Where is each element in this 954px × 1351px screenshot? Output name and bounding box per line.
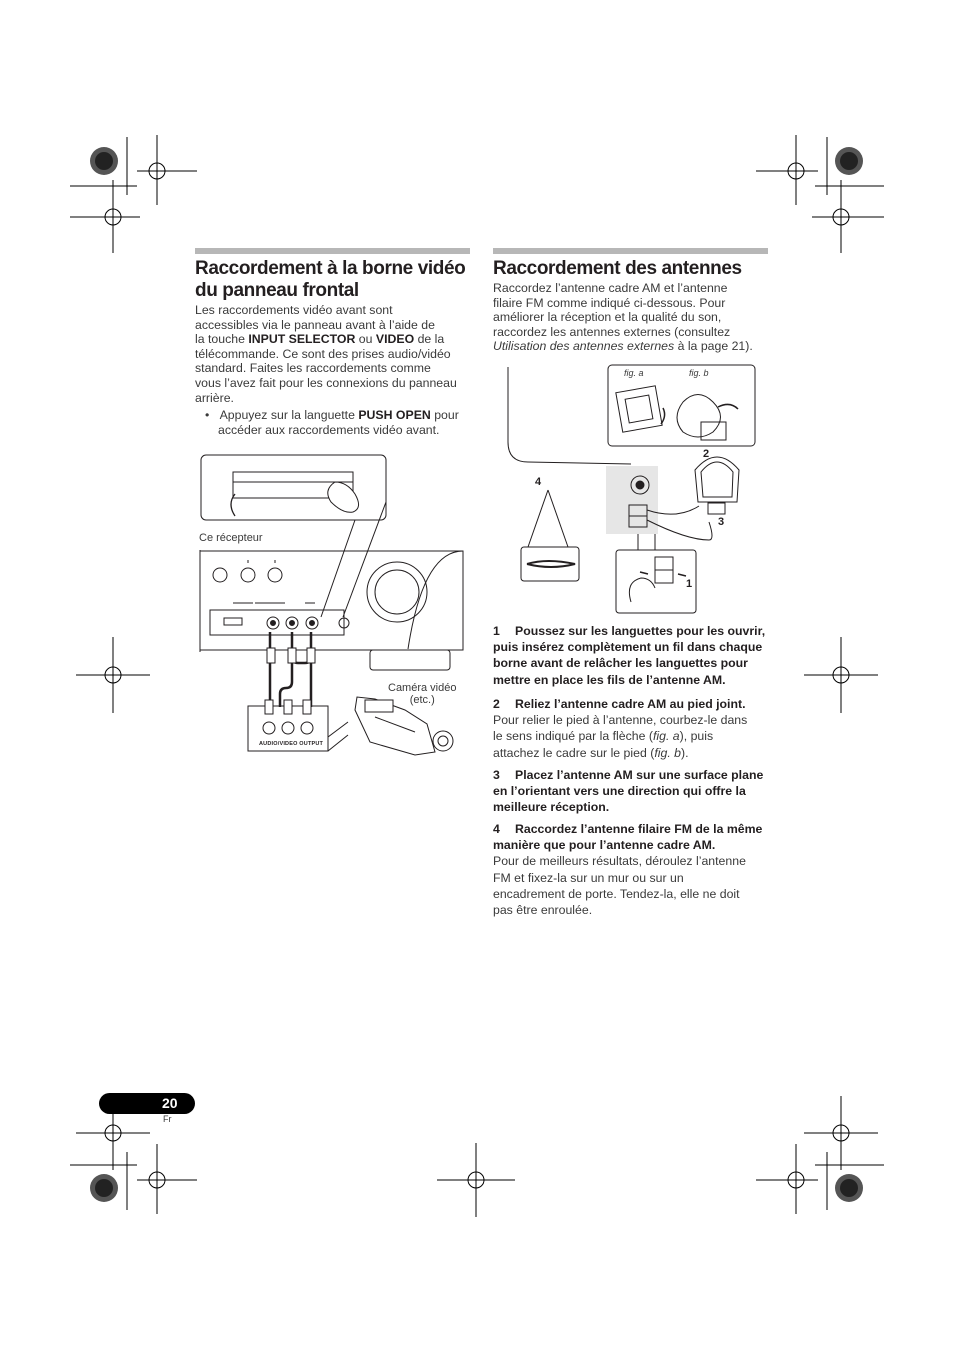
camera-label: Caméra vidéo (etc.) xyxy=(388,682,457,706)
left-title-line1: Raccordement à la borne vidéo xyxy=(195,258,466,279)
left-section-bar xyxy=(195,248,470,254)
push-open-bullet: • Appuyez sur la languette PUSH OPEN pour accéder aux raccordements vidéo avant. xyxy=(205,408,459,437)
step-2: 2 Reliez l’antenne cadre AM au pied joint. Pour relier le pied à l’antenne, courbez-le dans le sens indiqué par la flèche (fig. a), puis attachez le cadre sur le pied (fig. b). xyxy=(493,697,748,760)
callout-1: 1 xyxy=(686,578,693,590)
fig-a-label: fig. a xyxy=(624,368,644,378)
language-code: Fr xyxy=(163,1114,172,1124)
step-4: 4 Raccordez l’antenne filaire FM de la même manière que pour l’antenne cadre AM. Pour de meilleurs résultats, déroulez l’antenne FM et fixez-la sur un mur ou sur un encadrement de porte. Tendez-la, elle ne doit pas être enroulée. xyxy=(493,822,763,918)
bullet-dot: • xyxy=(205,408,220,422)
right-section-bar xyxy=(493,248,768,254)
fig-b-label: fig. b xyxy=(689,368,709,378)
left-title-line2: du panneau frontal xyxy=(195,280,359,301)
antenna-figure xyxy=(503,362,768,617)
receiver-label: Ce récepteur xyxy=(199,532,263,544)
left-intro-paragraph: Les raccordements vidéo avant sont accessibles via le panneau avant à l’aide de la touche INPUT SELECTOR ou VIDEO de la télécommande. Ce sont des prises audio/vidéo standard. Faites les raccordements comme vous l’avez fait pour les connexions du panneau arrière. xyxy=(195,303,457,405)
callout-3: 3 xyxy=(718,516,725,528)
step-3: 3 Placez l’antenne AM sur une surface plane en l’orientant vers une direction qui offre la meilleure réception. xyxy=(493,768,764,815)
page-number: 20 xyxy=(162,1095,178,1111)
right-section-title: Raccordement des antennes xyxy=(493,258,742,279)
step-1: 1 Poussez sur les languettes pour les ouvrir, puis insérez complètement un fil dans chaque borne avant de relâcher les languettes pour mettre en place les fils de l’antenne AM. xyxy=(493,624,766,687)
right-intro-paragraph: Raccordez l’antenne cadre AM et l’antenne filaire FM comme indiqué ci-dessous. Pour améliorer la réception et la qualité du son, raccordez les antennes externes (consultez Utilisation des antennes externes à la page 21). xyxy=(493,281,753,354)
callout-2: 2 xyxy=(703,448,710,460)
page-number-tab xyxy=(99,1093,195,1114)
left-section-title xyxy=(195,258,465,302)
callout-4: 4 xyxy=(535,476,542,488)
av-output-label: AUDIO/VIDEO OUTPUT xyxy=(259,741,324,747)
front-panel-figure xyxy=(195,452,470,757)
